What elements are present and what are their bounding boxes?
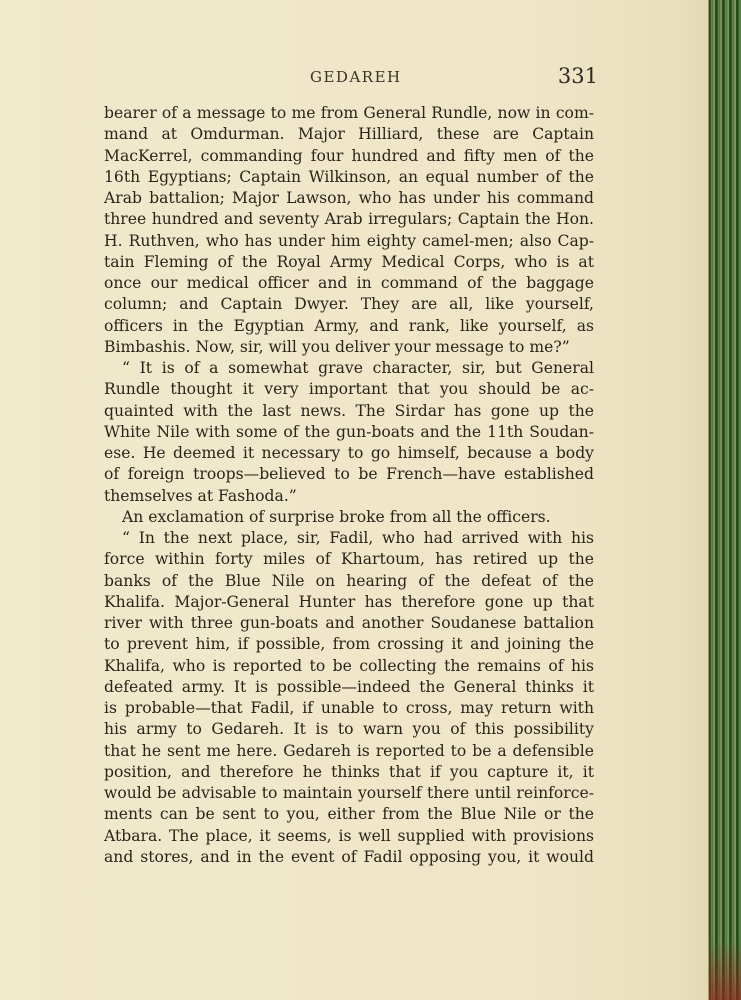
book-edge <box>708 0 741 1000</box>
running-head <box>104 64 598 90</box>
body-text <box>104 103 594 868</box>
text-line: An exclamation of surprise broke from all the officers. <box>122 507 551 526</box>
text-line: quainted with the last news. The Sirdar has gone up the <box>104 401 594 420</box>
text-line: ese. He deemed it necessary to go himself, because a body <box>104 444 594 462</box>
text-line: Rundle thought it very important that you should be ac- <box>104 380 594 399</box>
text-line: ments can be sent to you, either from the Blue Nile or the <box>104 805 594 824</box>
text-line: Khalifa, who is reported to be collecting the remains of his <box>104 656 594 675</box>
text-line: officers in the Egyptian Army, and rank, like yourself, as <box>104 316 594 335</box>
text-line: H. Ruthven, who has under him eighty camel-men; also Cap- <box>104 231 594 250</box>
text-line: Bimbashis. Now, sir, will you deliver your message to me?” <box>104 337 570 356</box>
text-line: defeated army. It is possible—indeed the General thinks it <box>104 677 594 696</box>
text-line: mand at Omdurman. Major Hilliard, these are Captain <box>104 125 594 144</box>
text-line: once our medical officer and in command of the baggage <box>104 274 594 292</box>
text-line: banks of the Blue Nile on hearing of the defeat of the <box>104 571 594 590</box>
text-line: force within forty miles of Khartoum, has retired up the <box>104 550 594 569</box>
text-line: White Nile with some of the gun-boats and the 11th Soudan- <box>104 422 594 441</box>
text-line: themselves at Fashoda.” <box>104 486 297 505</box>
chapter-title: GEDAREH <box>310 68 402 86</box>
text-line: 16th Egyptians; Captain Wilkinson, an equal number of the <box>104 167 594 186</box>
text-line: that he sent me here. Gedareh is reported to be a defensible <box>104 741 594 760</box>
text-line: bearer of a message to me from General Rundle, now in com- <box>104 104 594 122</box>
text-line: of foreign troops—believed to be French—have established <box>104 465 594 484</box>
text-line: and stores, and in the event of Fadil opposing you, it would <box>104 847 594 866</box>
text-line: Arab battalion; Major Lawson, who has under his command <box>104 189 594 207</box>
text-line: is probable—that Fadil, if unable to cross, may return with <box>104 699 594 717</box>
page-number: 331 <box>557 64 598 88</box>
text-line: river with three gun-boats and another Soudanese battalion <box>104 614 594 632</box>
text-line: Khalifa. Major-General Hunter has therefore gone up that <box>104 592 594 611</box>
text-line: MacKerrel, commanding four hundred and fifty men of the <box>104 146 594 165</box>
text-line: his army to Gedareh. It is to warn you of this possibility <box>104 720 594 739</box>
text-line: column; and Captain Dwyer. They are all, like yourself, <box>104 295 594 314</box>
text-line: tain Fleming of the Royal Army Medical Corps, who is at <box>104 252 594 271</box>
text-line: three hundred and seventy Arab irregulars; Captain the Hon. <box>104 210 594 229</box>
text-line: to prevent him, if possible, from crossing it and joining the <box>104 635 594 654</box>
text-line: Atbara. The place, it seems, is well supplied with provisions <box>104 826 594 845</box>
text-line: “ In the next place, sir, Fadil, who had arrived with his <box>122 529 594 547</box>
text-line: position, and therefore he thinks that if you capture it, it <box>104 762 594 781</box>
text-line: “ It is of a somewhat grave character, sir, but General <box>122 359 594 377</box>
text-line: would be advisable to maintain yourself there until reinforce- <box>104 784 594 802</box>
